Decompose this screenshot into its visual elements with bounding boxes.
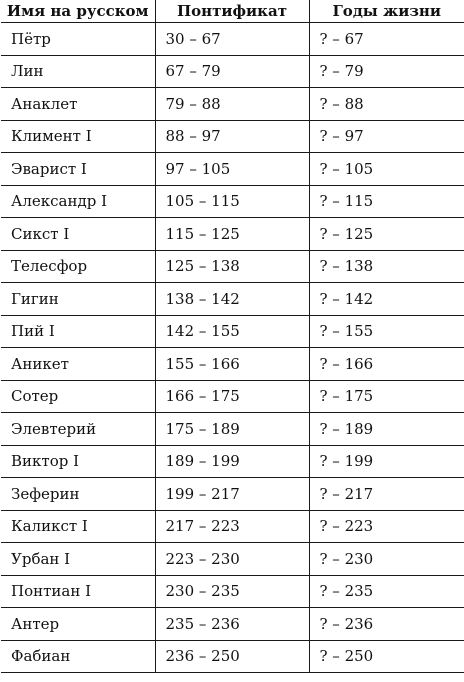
cell-name: Понтиан I xyxy=(1,575,155,608)
cell-pontificate: 223 – 230 xyxy=(155,543,309,576)
cell-pontificate: 125 – 138 xyxy=(155,250,309,283)
cell-name: Климент I xyxy=(1,120,155,153)
cell-life-years: ? – 250 xyxy=(309,640,464,673)
cell-name: Каликст I xyxy=(1,510,155,543)
cell-life-years: ? – 189 xyxy=(309,413,464,446)
cell-pontificate: 217 – 223 xyxy=(155,510,309,543)
cell-pontificate: 105 – 115 xyxy=(155,185,309,218)
table-row xyxy=(1,120,464,153)
cell-name: Пётр xyxy=(1,23,155,56)
table-row xyxy=(1,640,464,673)
cell-life-years: ? – 230 xyxy=(309,543,464,576)
cell-life-years: ? – 236 xyxy=(309,608,464,641)
cell-pontificate: 97 – 105 xyxy=(155,153,309,186)
cell-name: Элевтерий xyxy=(1,413,155,446)
table-row xyxy=(1,55,464,88)
cell-pontificate: 79 – 88 xyxy=(155,88,309,121)
cell-pontificate: 115 – 125 xyxy=(155,218,309,251)
cell-life-years: ? – 88 xyxy=(309,88,464,121)
table-row xyxy=(1,575,464,608)
table-row xyxy=(1,510,464,543)
cell-life-years: ? – 79 xyxy=(309,55,464,88)
cell-pontificate: 230 – 235 xyxy=(155,575,309,608)
cell-pontificate: 199 – 217 xyxy=(155,478,309,511)
cell-name: Виктор I xyxy=(1,445,155,478)
cell-name: Фабиан xyxy=(1,640,155,673)
cell-life-years: ? – 235 xyxy=(309,575,464,608)
table-row xyxy=(1,380,464,413)
cell-life-years: ? – 115 xyxy=(309,185,464,218)
cell-life-years: ? – 138 xyxy=(309,250,464,283)
cell-pontificate: 236 – 250 xyxy=(155,640,309,673)
table-row xyxy=(1,608,464,641)
cell-life-years: ? – 67 xyxy=(309,23,464,56)
cell-pontificate: 155 – 166 xyxy=(155,348,309,381)
table-row xyxy=(1,478,464,511)
cell-name: Зеферин xyxy=(1,478,155,511)
cell-name: Анаклет xyxy=(1,88,155,121)
table-row xyxy=(1,88,464,121)
header-row xyxy=(1,0,464,23)
cell-pontificate: 30 – 67 xyxy=(155,23,309,56)
table-row xyxy=(1,348,464,381)
cell-pontificate: 175 – 189 xyxy=(155,413,309,446)
popes-table xyxy=(1,0,464,673)
cell-life-years: ? – 166 xyxy=(309,348,464,381)
header-name: Имя на русском xyxy=(1,0,155,23)
cell-life-years: ? – 97 xyxy=(309,120,464,153)
cell-life-years: ? – 155 xyxy=(309,315,464,348)
table-row xyxy=(1,283,464,316)
cell-name: Лин xyxy=(1,55,155,88)
table-row xyxy=(1,23,464,56)
cell-pontificate: 142 – 155 xyxy=(155,315,309,348)
cell-life-years: ? – 223 xyxy=(309,510,464,543)
cell-pontificate: 166 – 175 xyxy=(155,380,309,413)
cell-life-years: ? – 142 xyxy=(309,283,464,316)
table-row xyxy=(1,218,464,251)
cell-life-years: ? – 217 xyxy=(309,478,464,511)
cell-pontificate: 235 – 236 xyxy=(155,608,309,641)
cell-name: Эварист I xyxy=(1,153,155,186)
table-row xyxy=(1,445,464,478)
header-pontificate: Понтификат xyxy=(155,0,309,23)
table-row xyxy=(1,250,464,283)
cell-life-years: ? – 125 xyxy=(309,218,464,251)
cell-life-years: ? – 175 xyxy=(309,380,464,413)
table-row xyxy=(1,315,464,348)
cell-life-years: ? – 105 xyxy=(309,153,464,186)
cell-life-years: ? – 199 xyxy=(309,445,464,478)
table-header xyxy=(1,0,464,23)
cell-name: Антер xyxy=(1,608,155,641)
header-life-years: Годы жизни xyxy=(309,0,464,23)
cell-name: Сотер xyxy=(1,380,155,413)
cell-name: Александр I xyxy=(1,185,155,218)
table-row xyxy=(1,413,464,446)
cell-pontificate: 88 – 97 xyxy=(155,120,309,153)
cell-name: Гигин xyxy=(1,283,155,316)
cell-pontificate: 138 – 142 xyxy=(155,283,309,316)
cell-pontificate: 67 – 79 xyxy=(155,55,309,88)
cell-name: Пий I xyxy=(1,315,155,348)
cell-pontificate: 189 – 199 xyxy=(155,445,309,478)
table-row xyxy=(1,185,464,218)
table-body xyxy=(1,23,464,673)
cell-name: Аникет xyxy=(1,348,155,381)
cell-name: Урбан I xyxy=(1,543,155,576)
cell-name: Телесфор xyxy=(1,250,155,283)
table-row xyxy=(1,543,464,576)
table-row xyxy=(1,153,464,186)
cell-name: Сикст I xyxy=(1,218,155,251)
